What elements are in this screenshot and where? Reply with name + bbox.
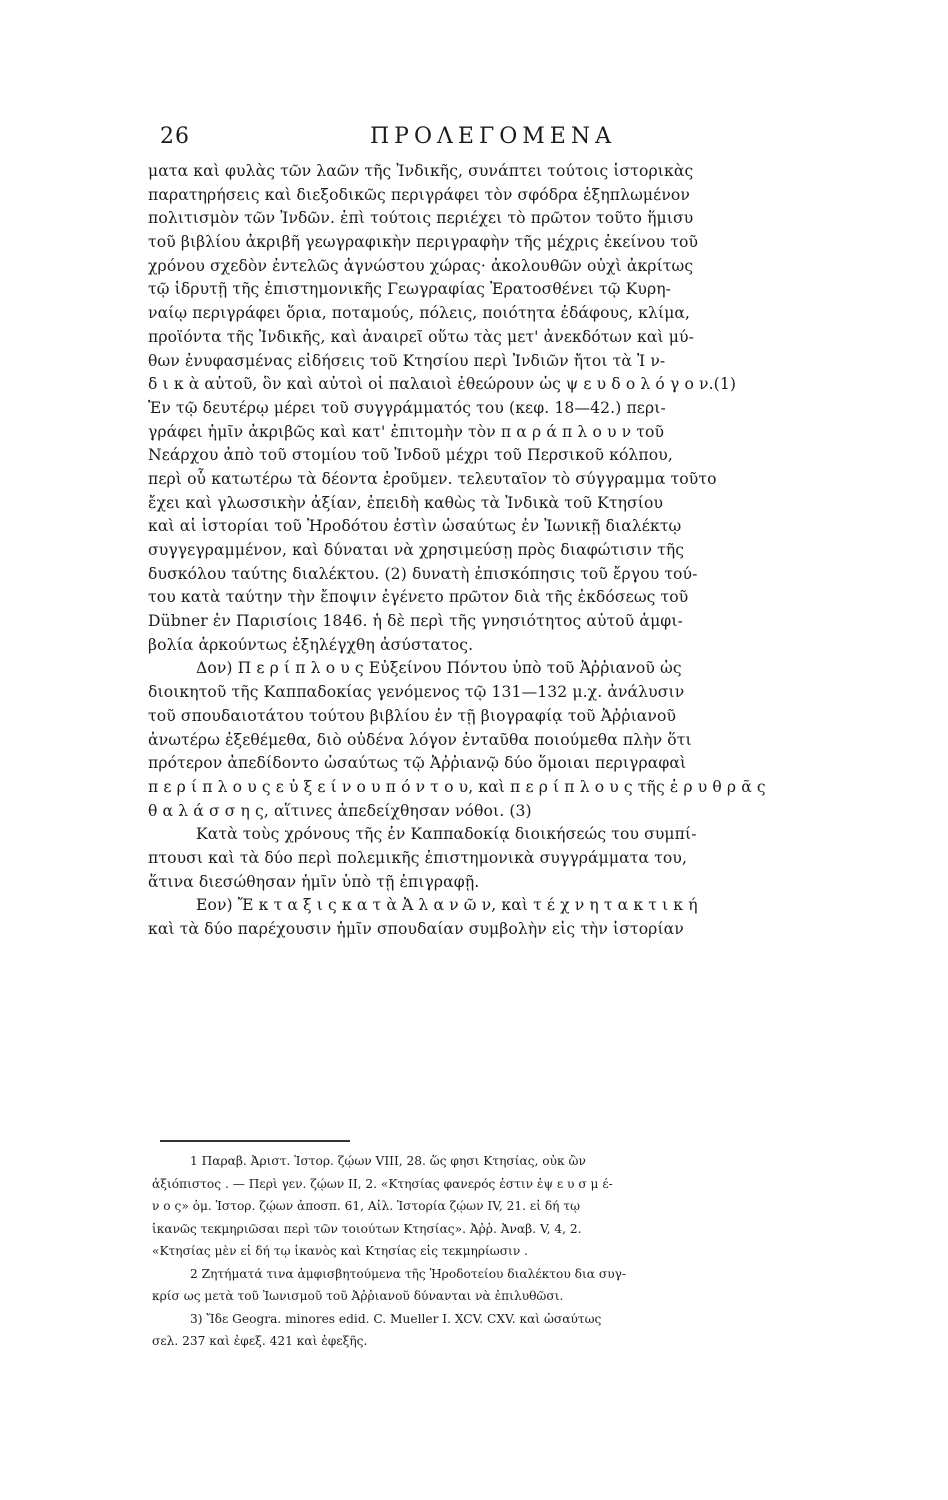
text-line: διοικητοῦ τῆς Καππαδοκίας γενόμενος τῷ 131—132 μ.χ. ἀνάλυσιν (148, 683, 685, 702)
footnote-line: 2 Ζητήματά τινα ἀμφισβητούμενα τῆς Ἡροδοτείου διαλέκτου δια συγ- (190, 1266, 627, 1281)
text-line: ἔχει καὶ γλωσσικὴν ἀξίαν, ἐπειδὴ καθὼς τὰ Ἰνδικὰ τοῦ Κτησίου (148, 493, 664, 512)
text-line: τοῦ βιβλίου ἀκριβῆ γεωγραφικὴν περιγραφὴν τῆς μέχρις ἐκείνου τοῦ (148, 233, 699, 252)
text-line: θ α λ ά σ σ η ς, αἵτινες ἀπεδείχθησαν νόθοι. (3) (148, 801, 532, 820)
text-line: προϊόντα τῆς Ἰνδικῆς, καὶ ἀναιρεῖ οὕτω τὰς μετ' ἀνεκδότων καὶ μύ- (148, 327, 694, 346)
text-line: πρότερον ἀπεδίδοντο ὡσαύτως τῷ Ἀῤῥιανῷ δύο ὅμοιαι περιγραφαὶ (148, 754, 687, 773)
text-line: δυσκόλου ταύτης διαλέκτου. (2) δυνατὴ ἐπισκόπησις τοῦ ἔργου τού- (148, 564, 698, 583)
footnotes (152, 1150, 852, 1353)
paragraph-start-line: Εον) Ἔ κ τ α ξ ι ς κ α τ ὰ Ἀ λ α ν ῶ ν, καὶ τ έ χ ν η τ α κ τ ι κ ή (196, 896, 698, 915)
text-line: γράφει ἡμῖν ἀκριβῶς καὶ κατ' ἐπιτομὴν τὸν π α ρ ά π λ ο υ ν τοῦ (148, 422, 665, 441)
footnote-line: «Κτησίας μὲν εἰ δή τῳ ἱκανὸς καὶ Κτησίας εἰς τεκμηρίωσιν . (152, 1244, 528, 1258)
paragraph-start-line: Κατὰ τοὺς χρόνους τῆς ἐν Καππαδοκίᾳ διοικήσεώς του συμπί- (196, 825, 697, 844)
footnote-divider (160, 1140, 350, 1142)
text-line: παρατηρήσεις καὶ διεξοδικῶς περιγράφει τὸν σφόδρα ἐξηπλωμένον (148, 185, 690, 204)
text-line: χρόνου σχεδὸν ἐντελῶς ἀγνώστου χώρας· ἀκολουθῶν οὐχὶ ἀκρίτως (148, 256, 694, 275)
text-line: τοῦ σπουδαιοτάτου τούτου βιβλίου ἐν τῇ βιογραφίᾳ τοῦ Ἀῤῥιανοῦ (148, 706, 677, 725)
running-title: ΠΡΟΛΕΓΟΜΕΝΑ (370, 124, 616, 149)
text-line: π ε ρ ί π λ ο υ ς ε ὐ ξ ε ί ν ο υ π ό ν τ ο υ, καὶ π ε ρ ί π λ ο υ ς τῆς ἐ ρ υ θ ρ ᾶ ς (148, 777, 766, 796)
text-line: δ ι κ ὰ αὐτοῦ, ὃν καὶ αὐτοὶ οἱ παλαιοὶ ἐθεώρουν ὡς ψ ε υ δ ο λ ό γ ο ν.(1) (148, 375, 737, 394)
footnote-line: ἱκανῶς τεκμηριῶσαι περὶ τῶν τοιούτων Κτησίας». Ἀῤῥ. Ἀναβ. V, 4, 2. (152, 1221, 582, 1236)
footnote-line: κρίσ ως μετὰ τοῦ Ἰωνισμοῦ τοῦ Ἀῤῥιανοῦ δύνανται νὰ ἐπιλυθῶσι. (152, 1289, 564, 1303)
text-line: Νεάρχου ἀπὸ τοῦ στομίου τοῦ Ἰνδοῦ μέχρι τοῦ Περσικοῦ κόλπου, (148, 446, 673, 465)
text-line: καὶ τὰ δύο παρέχουσιν ἡμῖν σπουδαίαν συμβολὴν εἰς τὴν ἱστορίαν (148, 920, 684, 938)
text-line: θων ἐνυφασμένας εἰδήσεις τοῦ Κτησίου περὶ Ἰνδιῶν ἤτοι τὰ Ἰ ν- (148, 351, 666, 370)
footnote-line: ν ο ς» ὁμ. Ἱστορ. ζῴων ἀποσπ. 61, Αἰλ. Ἱστορία ζῴων IV, 21. εἰ δή τῳ (152, 1199, 581, 1213)
body-text (148, 160, 848, 942)
text-line: ἅτινα διεσώθησαν ἡμῖν ὑπὸ τῇ ἐπιγραφῇ. (148, 872, 480, 891)
text-line: περὶ οὗ κατωτέρω τὰ δέοντα ἐροῦμεν. τελευταῖον τὸ σύγγραμμα τοῦτο (148, 469, 717, 488)
text-line: Ἐν τῷ δευτέρῳ μέρει τοῦ συγγράμματός του (κεφ. 18—42.) περι- (148, 398, 666, 417)
text-line: του κατὰ ταύτην τὴν ἔποψιν ἐγένετο πρῶτον διὰ τῆς ἐκδόσεως τοῦ (148, 588, 689, 607)
text-line: ματα καὶ φυλὰς τῶν λαῶν τῆς Ἰνδικῆς, συνάπτει τούτοις ἱστορικὰς (148, 162, 694, 180)
footnote-line: 1 Παραβ. Ἀριστ. Ἱστορ. ζῴων VIII, 28. ὥς φησι Κτησίας, οὐκ ὢν (190, 1154, 586, 1168)
text-line: πτουσι καὶ τὰ δύο περὶ πολεμικῆς ἐπιστημονικὰ συγγράμματα του, (148, 848, 688, 867)
paragraph-start-line: Δον) Π ε ρ ί π λ ο υ ς Εὐξείνου Πόντου ὑπὸ τοῦ Ἀῤῥιανοῦ ὡς (196, 659, 682, 678)
text-line: καὶ αἱ ἱστορίαι τοῦ Ἡροδότου ἐστὶν ὡσαύτως ἐν Ἰωνικῇ διαλέκτῳ (148, 517, 682, 536)
text-line: Dübner ἐν Παρισίοις 1846. ἡ δὲ περὶ τῆς γνησιότητος αὐτοῦ ἀμφι- (148, 612, 683, 631)
page-number: 26 (160, 124, 190, 149)
text-line: τῷ ἱδρυτῇ τῆς ἐπιστημονικῆς Γεωγραφίας Ἐρατοσθένει τῷ Κυρη- (148, 280, 672, 299)
text-line: ναίῳ περιγράφει ὅρια, ποταμούς, πόλεις, ποιότητα ἐδάφους, κλίμα, (148, 304, 691, 323)
text-line: ἀνωτέρω ἐξεθέμεθα, διὸ οὐδένα λόγον ἐνταῦθα ποιούμεθα πλὴν ὅτι (148, 730, 692, 749)
footnote-line: 3) Ἴδε Geogra. minores edid. C. Mueller I. XCV. CXV. καὶ ὡσαύτως (190, 1311, 602, 1326)
text-line: βολία ἀρκούντως ἐξηλέγχθη ἀσύστατος. (148, 635, 474, 654)
page-header (160, 124, 850, 154)
text-line: συγγεγραμμένον, καὶ δύναται νὰ χρησιμεύσῃ πρὸς διαφώτισιν τῆς (148, 541, 685, 559)
text-line: πολιτισμὸν τῶν Ἰνδῶν. ἐπὶ τούτοις περιέχει τὸ πρῶτον τοῦτο ἥμισυ (148, 209, 694, 228)
footnote-line: σελ. 237 καὶ ἐφεξ. 421 καὶ ἐφεξῆς. (152, 1334, 368, 1348)
footnote-line: ἀξιόπιστος . — Περὶ γεν. ζῴων II, 2. «Κτησίας φανερός ἐστιν ἐψ ε υ σ μ έ- (152, 1176, 613, 1191)
